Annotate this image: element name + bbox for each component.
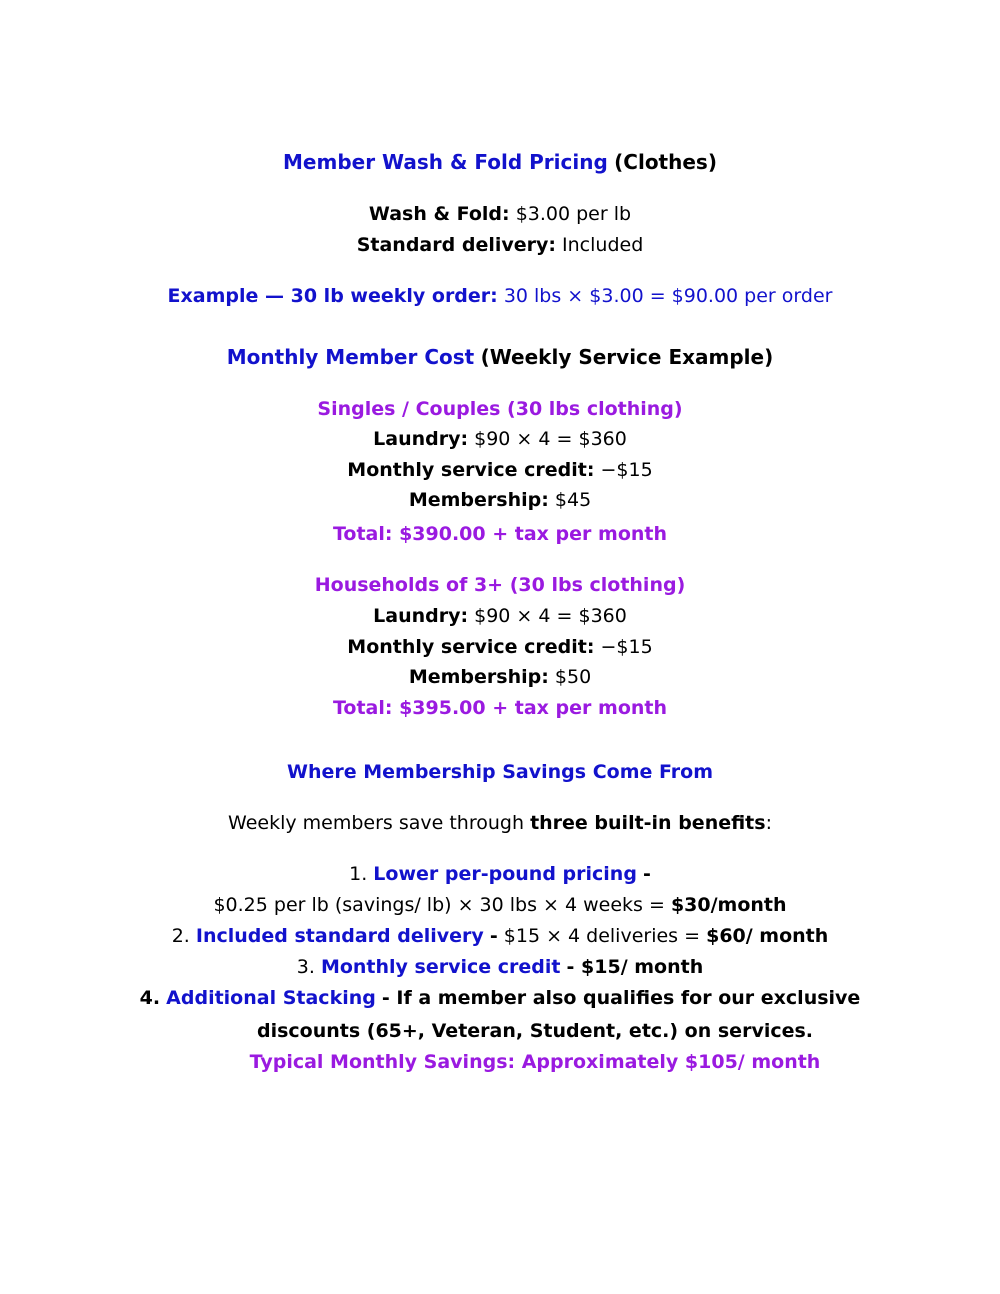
- benefit-2-dash: -: [489, 925, 498, 947]
- households-heading: Households of 3+ (30 lbs clothing): [314, 574, 686, 596]
- benefit-2-calc: $15 × 4 deliveries =: [503, 925, 701, 947]
- wash-label: Wash & Fold:: [368, 203, 510, 225]
- benefit-4-number: 4.: [139, 987, 161, 1009]
- households-credit: [0, 634, 1000, 660]
- monthly-title: Monthly Member Cost: [226, 345, 475, 369]
- households-membership-value: $50: [554, 666, 592, 688]
- households-laundry-label: Laundry:: [373, 605, 469, 627]
- benefit-4: [0, 985, 1000, 1011]
- savings-heading: Where Membership Savings Come From: [287, 761, 713, 783]
- singles-laundry-value: $90 × 4 = $360: [474, 428, 627, 450]
- singles-laundry: [0, 426, 1000, 452]
- singles-credit-value: −$15: [600, 459, 653, 481]
- savings-intro: [0, 810, 1000, 836]
- households-total: Total: $395.00 + tax per month: [332, 697, 668, 719]
- example-value: 30 lbs × $3.00 = $90.00 per order: [503, 285, 833, 307]
- singles-credit-label: Monthly service credit:: [347, 459, 595, 481]
- benefit-2: [0, 923, 1000, 949]
- singles-credit: [0, 457, 1000, 483]
- benefit-2-name: Included standard delivery: [195, 925, 484, 947]
- benefit-3: [0, 954, 1000, 980]
- households-membership: [0, 664, 1000, 690]
- monthly-suffix: (Weekly Service Example): [480, 345, 774, 369]
- singles-membership-label: Membership:: [408, 489, 549, 511]
- title-suffix: (Clothes): [614, 150, 717, 174]
- benefit-1-detail: [0, 892, 1000, 918]
- benefit-1-title: [0, 861, 1000, 887]
- delivery-label: Standard delivery:: [356, 234, 556, 256]
- typical-savings: Typical Monthly Savings: Approximately $105/ month: [249, 1051, 821, 1073]
- benefit-1-name: Lower per-pound pricing: [373, 863, 637, 885]
- example-label: Example — 30 lb weekly order:: [167, 285, 498, 307]
- households-credit-value: −$15: [600, 636, 653, 658]
- benefit-3-name: Monthly service credit: [320, 956, 561, 978]
- households-laundry-value: $90 × 4 = $360: [474, 605, 627, 627]
- benefit-1-amount: $30/month: [670, 894, 787, 916]
- singles-heading: Singles / Couples (30 lbs clothing): [317, 398, 683, 420]
- benefit-2-amount: $60/ month: [706, 925, 829, 947]
- singles-membership: [0, 487, 1000, 513]
- benefit-3-amount: - $15/ month: [566, 956, 704, 978]
- savings-intro-colon: :: [765, 812, 772, 834]
- example-order: [0, 283, 1000, 309]
- households-laundry: [0, 603, 1000, 629]
- savings-intro-text: Weekly members save through: [228, 812, 525, 834]
- households-membership-label: Membership:: [408, 666, 549, 688]
- singles-membership-value: $45: [554, 489, 592, 511]
- delivery-value: Included: [562, 234, 644, 256]
- benefit-1-calc: $0.25 per lb (savings/ lb) × 30 lbs × 4 weeks =: [213, 894, 665, 916]
- benefit-4-continued: discounts (65+, Veteran, Student, etc.) on services.: [256, 1020, 814, 1042]
- standard-delivery: [0, 232, 1000, 258]
- title-main: Member Wash & Fold Pricing: [283, 150, 608, 174]
- benefit-3-number: 3.: [296, 956, 315, 978]
- wash-fold-rate: [0, 201, 1000, 227]
- benefit-2-number: 2.: [171, 925, 190, 947]
- monthly-cost-heading: [0, 344, 1000, 370]
- benefit-4-name: Additional Stacking: [166, 987, 376, 1009]
- singles-total: Total: $390.00 + tax per month: [332, 523, 668, 545]
- savings-intro-bold: three built-in benefits: [530, 812, 766, 834]
- page-title: [0, 149, 1000, 175]
- benefit-1-dash: -: [642, 863, 651, 885]
- benefit-4-text: - If a member also qualifies for our exclusive: [381, 987, 861, 1009]
- wash-value: $3.00 per lb: [515, 203, 632, 225]
- benefit-1-number: 1.: [349, 863, 368, 885]
- singles-laundry-label: Laundry:: [373, 428, 469, 450]
- households-credit-label: Monthly service credit:: [347, 636, 595, 658]
